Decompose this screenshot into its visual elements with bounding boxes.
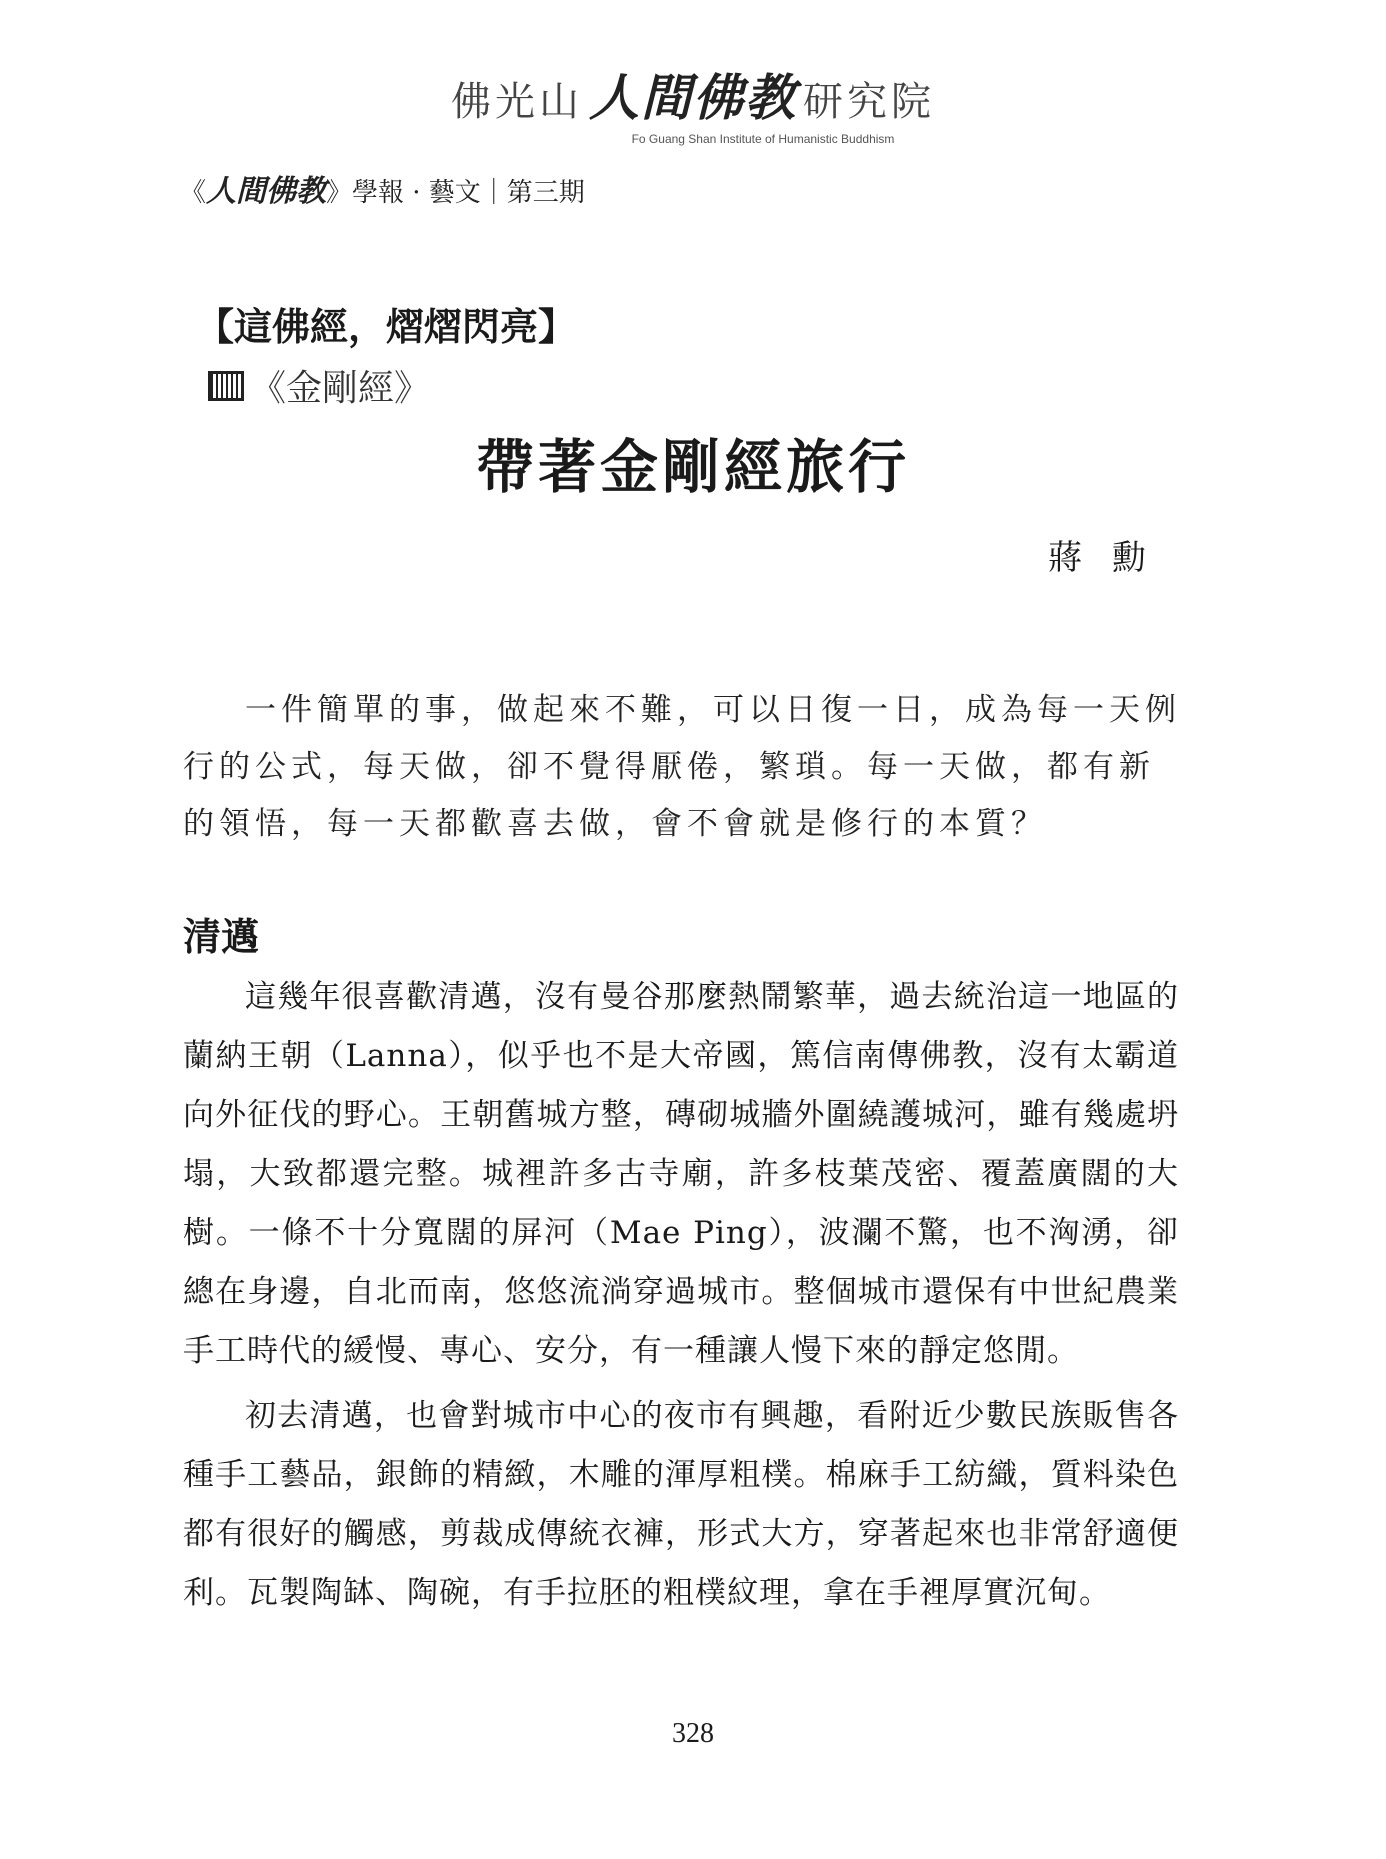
body-paragraph: 初去清邁，也會對城市中心的夜市有興趣，看附近少數民族販售各種手工藝品，銀飾的精緻，木雕的渾厚粗樸。棉麻手工紡織，質料染色都有很好的觸感，剪裁成傳統衣褲，形式大方，穿著起來也非常舒適便利。瓦製陶缽、陶碗，有手拉胚的粗樸紋理，拿在手裡厚實沉甸。 <box>183 1398 1179 1611</box>
journal-open-bracket: 《 <box>180 178 207 208</box>
journal-issue: 》學報 · 藝文｜第三期 <box>326 178 585 208</box>
sutra-label <box>208 360 430 411</box>
author-name: 蔣勳 <box>1048 538 1176 578</box>
series-title: 【這佛經，熠熠閃亮】 <box>196 304 577 349</box>
page-number: 328 <box>672 1718 714 1749</box>
institute-suffix: 研究院 <box>803 79 935 125</box>
intro-text: 一件簡單的事，做起來不難，可以日復一日，成為每一天例行的公式，每天做，卻不覺得厭倦，繁瑣。每一天做，都有新的領悟，每一天都歡喜去做，會不會就是修行的本質？ <box>183 692 1181 842</box>
institute-english-name: Fo Guang Shan Institute of Humanistic Buddhism <box>631 132 895 146</box>
institute-header <box>0 58 1386 146</box>
section-heading: 清邁 <box>183 914 260 959</box>
journal-logo: 人間佛教 <box>206 174 327 209</box>
institute-prefix: 佛光山 <box>451 79 583 125</box>
body-paragraph: 這幾年很喜歡清邁，沒有曼谷那麼熱鬧繁華，過去統治這一地區的蘭納王朝（Lanna），似乎也不是大帝國，篤信南傳佛教，沒有太霸道向外征伐的野心。王朝舊城方整，磚砌城牆外圍繞護城河，雖有幾處坍塌，大致都還完整。城裡許多古寺廟，許多枝葉茂密、覆蓋廣闊的大樹。一條不十分寬闊的屏河（Mae Ping），波瀾不驚，也不洶湧，卻總在身邊，自北而南，悠悠流淌穿過城市。整個城市還保有中世紀農業手工時代的緩慢、專心、安分，有一種讓人慢下來的靜定悠閒。 <box>183 979 1179 1369</box>
book-icon <box>208 371 244 401</box>
humanistic-buddhism-logo: 人間佛教 <box>589 68 797 127</box>
institute-name <box>0 58 1386 130</box>
intro-paragraph <box>183 682 1183 853</box>
article-title: 帶著金剛經旅行 <box>475 433 910 501</box>
sutra-name: 《金剛經》 <box>250 368 431 409</box>
article-body <box>183 968 1179 1623</box>
journal-header <box>180 166 585 210</box>
